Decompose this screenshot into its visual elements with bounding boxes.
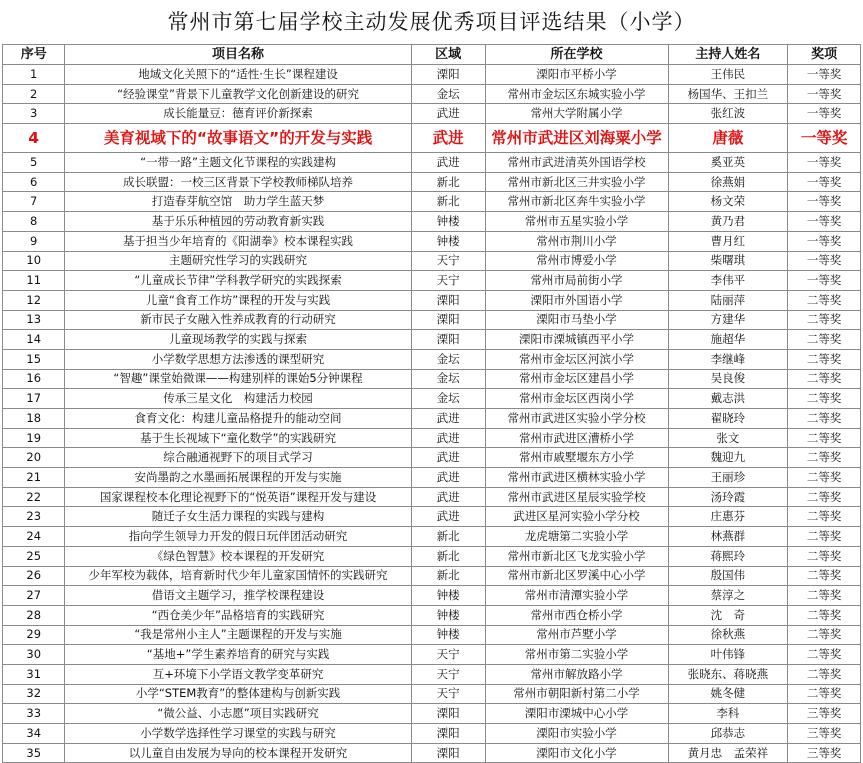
page-title: 常州市第七届学校主动发展优秀项目评选结果（小学） [167, 10, 696, 34]
cell-school[interactable]: 溧阳市平桥小学 [485, 65, 668, 85]
cell-host[interactable]: 林燕群 [668, 527, 788, 547]
cell-award[interactable]: 二等奖 [788, 684, 861, 704]
table-row [3, 310, 861, 330]
cell-school[interactable]: 常州市西仓桥小学 [485, 605, 668, 625]
cell-school[interactable]: 常州市芦墅小学 [485, 625, 668, 645]
cell-school[interactable]: 常州市新北区奔牛实验小学 [485, 192, 668, 212]
table-row [3, 743, 861, 763]
cell-area[interactable]: 武进 [411, 124, 485, 153]
cell-no[interactable]: 14 [3, 330, 65, 350]
cell-area[interactable]: 天宁 [411, 684, 485, 704]
cell-host[interactable]: 汤玲霞 [668, 487, 788, 507]
cell-award[interactable]: 二等奖 [788, 468, 861, 488]
cell-no[interactable]: 4 [3, 124, 65, 153]
cell-name[interactable]: 安尚墨韵之水墨画拓展课程的开发与实施 [65, 468, 411, 488]
cell-host[interactable]: 姚冬健 [668, 684, 788, 704]
header-award[interactable]: 奖项 [788, 45, 861, 65]
cell-host[interactable]: 杨文荣 [668, 192, 788, 212]
cell-award[interactable]: 二等奖 [788, 369, 861, 389]
cell-name[interactable]: 随迁子女生活力课程的实践与建构 [65, 507, 411, 527]
cell-host[interactable]: 邱恭志 [668, 724, 788, 744]
cell-name[interactable]: 《绿色智慧》校本课程的开发研究 [65, 546, 411, 566]
header-school[interactable]: 所在学校 [485, 45, 668, 65]
cell-name[interactable]: 打造春芽航空馆 助力学生蓝天梦 [65, 192, 411, 212]
cell-award[interactable]: 二等奖 [788, 546, 861, 566]
cell-no[interactable]: 18 [3, 409, 65, 429]
cell-award[interactable]: 一等奖 [788, 251, 861, 271]
cell-school[interactable]: 溧阳市文化小学 [485, 743, 668, 763]
cell-no[interactable]: 22 [3, 487, 65, 507]
cell-host[interactable]: 张红波 [668, 104, 788, 124]
results-table [2, 44, 861, 763]
cell-no[interactable]: 9 [3, 231, 65, 251]
table-row [3, 704, 861, 724]
cell-school[interactable]: 常州市金坛区西岗小学 [485, 389, 668, 409]
cell-school[interactable]: 常州市金坛区建昌小学 [485, 369, 668, 389]
cell-area[interactable]: 钟楼 [411, 586, 485, 606]
cell-name[interactable]: 儿童“食育工作坊”课程的开发与实践 [65, 290, 411, 310]
cell-name[interactable]: 传承三星文化 构建活力校园 [65, 389, 411, 409]
cell-name[interactable]: 儿童现场教学的实践与探索 [65, 330, 411, 350]
table-row [3, 409, 861, 429]
cell-host[interactable]: 李科 [668, 704, 788, 724]
cell-area[interactable]: 钟楼 [411, 605, 485, 625]
cell-school[interactable]: 常州市五星实验小学 [485, 212, 668, 232]
table-row [3, 349, 861, 369]
cell-host[interactable]: 杨国华、王扣兰 [668, 84, 788, 104]
cell-name[interactable]: “经验课堂”背景下儿童教学文化创新建设的研究 [65, 84, 411, 104]
cell-school[interactable]: 常州市荆川小学 [485, 231, 668, 251]
cell-award[interactable]: 一等奖 [788, 192, 861, 212]
cell-name[interactable]: 主题研究性学习的实践研究 [65, 251, 411, 271]
cell-no[interactable]: 5 [3, 153, 65, 173]
cell-host[interactable]: 蔡淳之 [668, 586, 788, 606]
cell-area[interactable]: 钟楼 [411, 625, 485, 645]
cell-area[interactable]: 武进 [411, 468, 485, 488]
table-row [3, 625, 861, 645]
cell-award[interactable]: 二等奖 [788, 330, 861, 350]
cell-school[interactable]: 龙虎塘第二实验小学 [485, 527, 668, 547]
cell-area[interactable]: 金坛 [411, 84, 485, 104]
cell-host[interactable]: 张晓东、蒋晓燕 [668, 664, 788, 684]
cell-host[interactable]: 施超华 [668, 330, 788, 350]
cell-no[interactable]: 3 [3, 104, 65, 124]
cell-award[interactable]: 一等奖 [788, 231, 861, 251]
table-row [3, 290, 861, 310]
cell-school[interactable]: 溧阳市马垫小学 [485, 310, 668, 330]
table-row [3, 586, 861, 606]
cell-area[interactable]: 溧阳 [411, 724, 485, 744]
cell-area[interactable]: 钟楼 [411, 212, 485, 232]
cell-area[interactable]: 溧阳 [411, 704, 485, 724]
cell-no[interactable]: 31 [3, 664, 65, 684]
cell-area[interactable]: 金坛 [411, 349, 485, 369]
cell-host[interactable]: 黄月忠 孟荣祥 [668, 743, 788, 763]
cell-no[interactable]: 20 [3, 448, 65, 468]
table-row [3, 212, 861, 232]
cell-school[interactable]: 溧阳市外国语小学 [485, 290, 668, 310]
cell-award[interactable]: 一等奖 [788, 172, 861, 192]
cell-name[interactable]: 基于生长视域下“童化数学”的实践研究 [65, 428, 411, 448]
cell-no[interactable]: 15 [3, 349, 65, 369]
cell-award[interactable]: 二等奖 [788, 290, 861, 310]
cell-award[interactable]: 二等奖 [788, 605, 861, 625]
cell-name[interactable]: 少年军校为载体，培育新时代少年儿童家国情怀的实践研究 [65, 566, 411, 586]
cell-host[interactable]: 庄惠芬 [668, 507, 788, 527]
cell-award[interactable]: 二等奖 [788, 507, 861, 527]
cell-award[interactable]: 二等奖 [788, 664, 861, 684]
cell-area[interactable]: 天宁 [411, 251, 485, 271]
header-row [3, 45, 861, 65]
cell-host[interactable]: 徐燕娟 [668, 172, 788, 192]
cell-area[interactable]: 溧阳 [411, 65, 485, 85]
cell-no[interactable]: 21 [3, 468, 65, 488]
cell-name[interactable]: 食育文化：构建儿童品格提升的能动空间 [65, 409, 411, 429]
cell-no[interactable]: 34 [3, 724, 65, 744]
cell-area[interactable]: 溧阳 [411, 743, 485, 763]
table-row [3, 389, 861, 409]
cell-no[interactable]: 29 [3, 625, 65, 645]
cell-host[interactable]: 黄乃君 [668, 212, 788, 232]
cell-award[interactable]: 二等奖 [788, 310, 861, 330]
cell-school[interactable]: 常州市解放路小学 [485, 664, 668, 684]
cell-name[interactable]: 小学数学思想方法渗透的课型研究 [65, 349, 411, 369]
table-row [3, 251, 861, 271]
table-row [3, 724, 861, 744]
cell-award[interactable]: 二等奖 [788, 566, 861, 586]
cell-school[interactable]: 常州市博爱小学 [485, 251, 668, 271]
cell-school[interactable]: 溧阳市溧城镇西平小学 [485, 330, 668, 350]
header-no[interactable]: 序号 [3, 45, 65, 65]
cell-no[interactable]: 28 [3, 605, 65, 625]
table-row [3, 487, 861, 507]
cell-school[interactable]: 常州市局前街小学 [485, 271, 668, 291]
cell-award[interactable]: 三等奖 [788, 704, 861, 724]
table-body [3, 65, 861, 763]
cell-school[interactable]: 常州市金坛区河滨小学 [485, 349, 668, 369]
cell-name[interactable]: “微公益、小志愿”项目实践研究 [65, 704, 411, 724]
cell-area[interactable]: 武进 [411, 428, 485, 448]
table-row [3, 104, 861, 124]
cell-area[interactable]: 武进 [411, 104, 485, 124]
cell-no[interactable]: 35 [3, 743, 65, 763]
table-row [3, 566, 861, 586]
cell-host[interactable]: 殷国伟 [668, 566, 788, 586]
cell-award[interactable]: 二等奖 [788, 448, 861, 468]
cell-school[interactable]: 常州市金坛区东城实验小学 [485, 84, 668, 104]
cell-name[interactable]: 互+环境下小学语文教学变革研究 [65, 664, 411, 684]
table-row [3, 428, 861, 448]
header-name[interactable]: 项目名称 [65, 45, 411, 65]
cell-award[interactable]: 二等奖 [788, 625, 861, 645]
cell-host[interactable]: 沈 奇 [668, 605, 788, 625]
table-row [3, 546, 861, 566]
cell-school[interactable]: 常州市武进区漕桥小学 [485, 428, 668, 448]
cell-no[interactable]: 25 [3, 546, 65, 566]
cell-host[interactable]: 张文 [668, 428, 788, 448]
cell-name[interactable]: 基于乐乐种植园的劳动教育新实践 [65, 212, 411, 232]
cell-no[interactable]: 26 [3, 566, 65, 586]
cell-no[interactable]: 30 [3, 645, 65, 665]
cell-no[interactable]: 6 [3, 172, 65, 192]
cell-host[interactable]: 蒋熙玲 [668, 546, 788, 566]
cell-award[interactable]: 三等奖 [788, 724, 861, 744]
cell-school[interactable]: 常州市新北区三井实验小学 [485, 172, 668, 192]
cell-no[interactable]: 2 [3, 84, 65, 104]
table-row [3, 507, 861, 527]
cell-host[interactable]: 戴志洪 [668, 389, 788, 409]
cell-no[interactable]: 17 [3, 389, 65, 409]
cell-area[interactable]: 金坛 [411, 369, 485, 389]
cell-area[interactable]: 新北 [411, 192, 485, 212]
cell-name[interactable]: 地域文化关照下的“适性·生长”课程建设 [65, 65, 411, 85]
cell-no[interactable]: 13 [3, 310, 65, 330]
cell-area[interactable]: 溧阳 [411, 330, 485, 350]
cell-no[interactable]: 32 [3, 684, 65, 704]
cell-no[interactable]: 16 [3, 369, 65, 389]
cell-area[interactable]: 天宁 [411, 645, 485, 665]
cell-award[interactable]: 二等奖 [788, 586, 861, 606]
cell-school[interactable]: 常州市武进区横林实验小学 [485, 468, 668, 488]
cell-host[interactable]: 方建华 [668, 310, 788, 330]
table-row [3, 124, 861, 153]
cell-award[interactable]: 一等奖 [788, 153, 861, 173]
cell-school[interactable]: 常州市戚墅堰东方小学 [485, 448, 668, 468]
cell-area[interactable]: 钟楼 [411, 231, 485, 251]
cell-award[interactable]: 二等奖 [788, 349, 861, 369]
cell-name[interactable]: 以儿童自由发展为导向的校本课程开发研究 [65, 743, 411, 763]
cell-award[interactable]: 一等奖 [788, 271, 861, 291]
cell-area[interactable]: 武进 [411, 153, 485, 173]
table-row [3, 468, 861, 488]
cell-school[interactable]: 常州市新北区飞龙实验小学 [485, 546, 668, 566]
cell-no[interactable]: 23 [3, 507, 65, 527]
table-row [3, 684, 861, 704]
cell-area[interactable]: 溧阳 [411, 310, 485, 330]
cell-name[interactable]: “我是常州小主人”主题课程的开发与实施 [65, 625, 411, 645]
cell-no[interactable]: 24 [3, 527, 65, 547]
cell-no[interactable]: 12 [3, 290, 65, 310]
cell-host[interactable]: 王伟民 [668, 65, 788, 85]
cell-host[interactable]: 李伟平 [668, 271, 788, 291]
cell-school[interactable]: 溧阳市溧城中心小学 [485, 704, 668, 724]
cell-no[interactable]: 27 [3, 586, 65, 606]
cell-school[interactable]: 常州市武进区刘海粟小学 [485, 124, 668, 153]
table-row [3, 271, 861, 291]
cell-name[interactable]: 指向学生领导力开发的假日玩伴团活动研究 [65, 527, 411, 547]
cell-school[interactable]: 常州市朝阳新村第二小学 [485, 684, 668, 704]
cell-area[interactable]: 金坛 [411, 389, 485, 409]
cell-award[interactable]: 二等奖 [788, 487, 861, 507]
table-row [3, 192, 861, 212]
cell-award[interactable]: 三等奖 [788, 743, 861, 763]
cell-school[interactable]: 武进区星河实验小学分校 [485, 507, 668, 527]
table-row [3, 369, 861, 389]
cell-name[interactable]: “基地+”学生素养培育的研究与实践 [65, 645, 411, 665]
cell-name[interactable]: 美育视域下的“故事语文”的开发与实践 [65, 124, 411, 153]
table-row [3, 605, 861, 625]
cell-area[interactable]: 新北 [411, 566, 485, 586]
cell-area[interactable]: 新北 [411, 527, 485, 547]
cell-area[interactable]: 新北 [411, 546, 485, 566]
cell-no[interactable]: 1 [3, 65, 65, 85]
header-area[interactable]: 区域 [411, 45, 485, 65]
cell-host[interactable]: 魏迎九 [668, 448, 788, 468]
cell-name[interactable]: “一带一路”主题文化节课程的实践建构 [65, 153, 411, 173]
cell-no[interactable]: 10 [3, 251, 65, 271]
cell-host[interactable]: 李继峰 [668, 349, 788, 369]
cell-area[interactable]: 新北 [411, 172, 485, 192]
cell-host[interactable]: 奚亚英 [668, 153, 788, 173]
cell-area[interactable]: 武进 [411, 507, 485, 527]
cell-area[interactable]: 武进 [411, 409, 485, 429]
cell-area[interactable]: 天宁 [411, 271, 485, 291]
cell-school[interactable]: 常州市清潭实验小学 [485, 586, 668, 606]
cell-award[interactable]: 二等奖 [788, 645, 861, 665]
cell-no[interactable]: 33 [3, 704, 65, 724]
table-row [3, 84, 861, 104]
cell-award[interactable]: 一等奖 [788, 84, 861, 104]
table-row [3, 231, 861, 251]
cell-name[interactable]: 国家课程校本化理论视野下的“悦英语”课程开发与建设 [65, 487, 411, 507]
table-row [3, 330, 861, 350]
cell-name[interactable]: “儿童成长节律”学科教学研究的实践探索 [65, 271, 411, 291]
cell-no[interactable]: 19 [3, 428, 65, 448]
table-row [3, 65, 861, 85]
cell-host[interactable]: 唐薇 [668, 124, 788, 153]
cell-host[interactable]: 曹月红 [668, 231, 788, 251]
cell-name[interactable]: “西仓美少年”品格培育的实践研究 [65, 605, 411, 625]
cell-award[interactable]: 二等奖 [788, 527, 861, 547]
cell-award[interactable]: 二等奖 [788, 409, 861, 429]
cell-host[interactable]: 陆丽萍 [668, 290, 788, 310]
table-row [3, 153, 861, 173]
table-row [3, 527, 861, 547]
cell-name[interactable]: 成长能量豆：德育评价新探索 [65, 104, 411, 124]
cell-school[interactable]: 常州市第二实验小学 [485, 645, 668, 665]
table-row [3, 448, 861, 468]
cell-name[interactable]: “智趣”课堂始微课——构建别样的课始5分钟课程 [65, 369, 411, 389]
cell-award[interactable]: 一等奖 [788, 124, 861, 153]
cell-school[interactable]: 常州市武进区实验小学分校 [485, 409, 668, 429]
cell-host[interactable]: 翟晓玲 [668, 409, 788, 429]
cell-host[interactable]: 王丽珍 [668, 468, 788, 488]
cell-no[interactable]: 8 [3, 212, 65, 232]
cell-name[interactable]: 小学“STEM教育”的整体建构与创新实践 [65, 684, 411, 704]
cell-name[interactable]: 基于担当少年培育的《阳湖拳》校本课程实践 [65, 231, 411, 251]
table-row [3, 172, 861, 192]
cell-no[interactable]: 7 [3, 192, 65, 212]
cell-area[interactable]: 天宁 [411, 664, 485, 684]
cell-host[interactable]: 吴良俊 [668, 369, 788, 389]
cell-area[interactable]: 武进 [411, 448, 485, 468]
cell-school[interactable]: 溧阳市实验小学 [485, 724, 668, 744]
cell-host[interactable]: 柴曙琪 [668, 251, 788, 271]
cell-host[interactable]: 徐秋燕 [668, 625, 788, 645]
cell-host[interactable]: 叶伟锋 [668, 645, 788, 665]
cell-area[interactable]: 溧阳 [411, 290, 485, 310]
cell-name[interactable]: 新市民子女融入性养成教育的行动研究 [65, 310, 411, 330]
cell-award[interactable]: 一等奖 [788, 212, 861, 232]
cell-name[interactable]: 成长联盟：一校三区背景下学校教师梯队培养 [65, 172, 411, 192]
header-host[interactable]: 主持人姓名 [668, 45, 788, 65]
table-row [3, 645, 861, 665]
cell-name[interactable]: 综合融通视野下的项目式学习 [65, 448, 411, 468]
cell-award[interactable]: 一等奖 [788, 104, 861, 124]
cell-award[interactable]: 二等奖 [788, 389, 861, 409]
cell-award[interactable]: 二等奖 [788, 428, 861, 448]
cell-school[interactable]: 常州市武进区星辰实验学校 [485, 487, 668, 507]
cell-school[interactable]: 常州市新北区罗溪中心小学 [485, 566, 668, 586]
cell-school[interactable]: 常州大学附属小学 [485, 104, 668, 124]
cell-school[interactable]: 常州市武进清英外国语学校 [485, 153, 668, 173]
cell-area[interactable]: 武进 [411, 487, 485, 507]
cell-name[interactable]: 借语文主题学习，推学校课程建设 [65, 586, 411, 606]
cell-award[interactable]: 一等奖 [788, 65, 861, 85]
cell-no[interactable]: 11 [3, 271, 65, 291]
cell-name[interactable]: 小学数学选择性学习课堂的实践与研究 [65, 724, 411, 744]
table-row [3, 664, 861, 684]
